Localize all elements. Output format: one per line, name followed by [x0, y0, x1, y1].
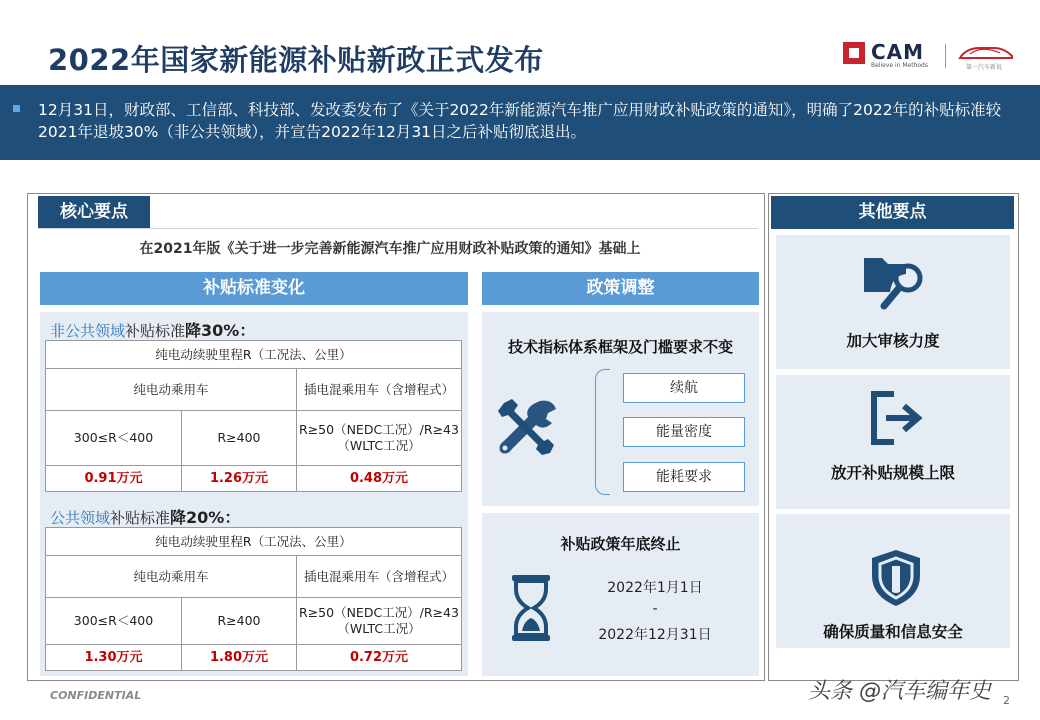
- range-300-400-cell: 300≤R＜400: [46, 598, 182, 645]
- exit-arrow-icon: [868, 390, 928, 446]
- public-heading: [50, 505, 240, 528]
- range-400-cell: R≥400: [182, 411, 297, 466]
- public-middle: 补贴标准: [110, 509, 171, 527]
- public-label: 公共领域: [50, 509, 111, 527]
- policy-items-bracket: [595, 369, 610, 495]
- car-logo: [956, 42, 1016, 72]
- non-public-middle: 补贴标准: [125, 322, 186, 340]
- value-cell: 0.91万元: [46, 466, 182, 492]
- banner-bullet-icon: [13, 105, 20, 112]
- bev-cell: 纯电动乘用车: [46, 556, 297, 598]
- policy-item-range: 续航: [623, 373, 745, 403]
- range-header-cell: 纯电动续驶里程R（工况法、公里）: [46, 341, 462, 369]
- page-number: 2: [1003, 694, 1010, 707]
- other-point-label: 确保质量和信息安全: [823, 623, 963, 641]
- phev-range-cell: R≥50（NEDC工况）/R≥43（WLTC工况）: [297, 411, 462, 466]
- non-public-cut: 降30%：: [185, 321, 256, 340]
- watermark: 头条 @汽车编年史: [808, 679, 991, 704]
- core-tab-divider: [38, 228, 758, 229]
- range-400-cell: R≥400: [182, 598, 297, 645]
- car-logo-icon: [956, 42, 1016, 64]
- logo-divider: [945, 44, 946, 68]
- tools-icon: [496, 397, 558, 459]
- policy-adjust-header: 政策调整: [482, 272, 759, 305]
- non-public-subsidy-table: [45, 340, 462, 492]
- cam-logo-name: CAM: [871, 40, 925, 64]
- phev-cell: 插电混乘用车（含增程式）: [297, 556, 462, 598]
- hourglass-icon: [510, 575, 552, 641]
- page-title: 2022年国家新能源补贴新政正式发布: [48, 43, 544, 77]
- value-cell: 1.26万元: [182, 466, 297, 492]
- subsidy-end-title: 补贴政策年底终止: [560, 535, 681, 553]
- core-points-tab: 核心要点: [38, 196, 150, 228]
- end-end-date: 2022年12月31日: [598, 627, 712, 643]
- other-point-label: 放开补贴规模上限: [830, 464, 955, 482]
- shield-icon: [870, 548, 922, 608]
- cam-logo-mark-icon: [843, 42, 865, 64]
- banner-text: 12月31日，财政部、工信部、科技部、发改委发布了《关于2022年新能源汽车推广应用财政补贴政策的通知》，明确了2022年的补贴标准较2021年退坡30%（非公共领域），并宣告2022年12月31日之后补贴彻底退出。: [38, 101, 1002, 141]
- policy-item-energy-density: 能量密度: [623, 417, 745, 447]
- range-header-cell: 纯电动续驶里程R（工况法、公里）: [46, 528, 462, 556]
- policy-title: 技术指标体系框架及门槛要求不变: [507, 338, 733, 356]
- range-300-400-cell: 300≤R＜400: [46, 411, 182, 466]
- other-point-label: 加大审核力度: [846, 332, 940, 350]
- phev-range-cell: R≥50（NEDC工况）/R≥43（WLTC工况）: [297, 598, 462, 645]
- end-date-dash: -: [652, 601, 658, 617]
- other-points-header: 其他要点: [771, 196, 1014, 229]
- core-subtitle: 在2021年版《关于进一步完善新能源汽车推广应用财政补贴政策的通知》基础上: [139, 241, 641, 257]
- value-cell: 0.48万元: [297, 466, 462, 492]
- public-subsidy-table: [45, 527, 462, 671]
- cam-logo: [843, 40, 935, 70]
- subsidy-change-header: 补贴标准变化: [40, 272, 468, 305]
- confidential-label: CONFIDENTIAL: [50, 689, 142, 702]
- end-start-date: 2022年1月1日: [607, 580, 703, 596]
- folder-search-icon: [862, 252, 930, 314]
- non-public-heading: [50, 318, 255, 341]
- non-public-label: 非公共领域: [50, 322, 126, 340]
- bev-cell: 纯电动乘用车: [46, 369, 297, 411]
- cam-logo-tagline: Believe in Methods: [871, 62, 928, 69]
- car-logo-tagline: 第一汽车新说: [966, 64, 1003, 71]
- value-cell: 1.30万元: [46, 645, 182, 671]
- public-cut: 降20%：: [170, 508, 241, 527]
- phev-cell: 插电混乘用车（含增程式）: [297, 369, 462, 411]
- value-cell: 0.72万元: [297, 645, 462, 671]
- policy-item-consumption: 能耗要求: [623, 462, 745, 492]
- value-cell: 1.80万元: [182, 645, 297, 671]
